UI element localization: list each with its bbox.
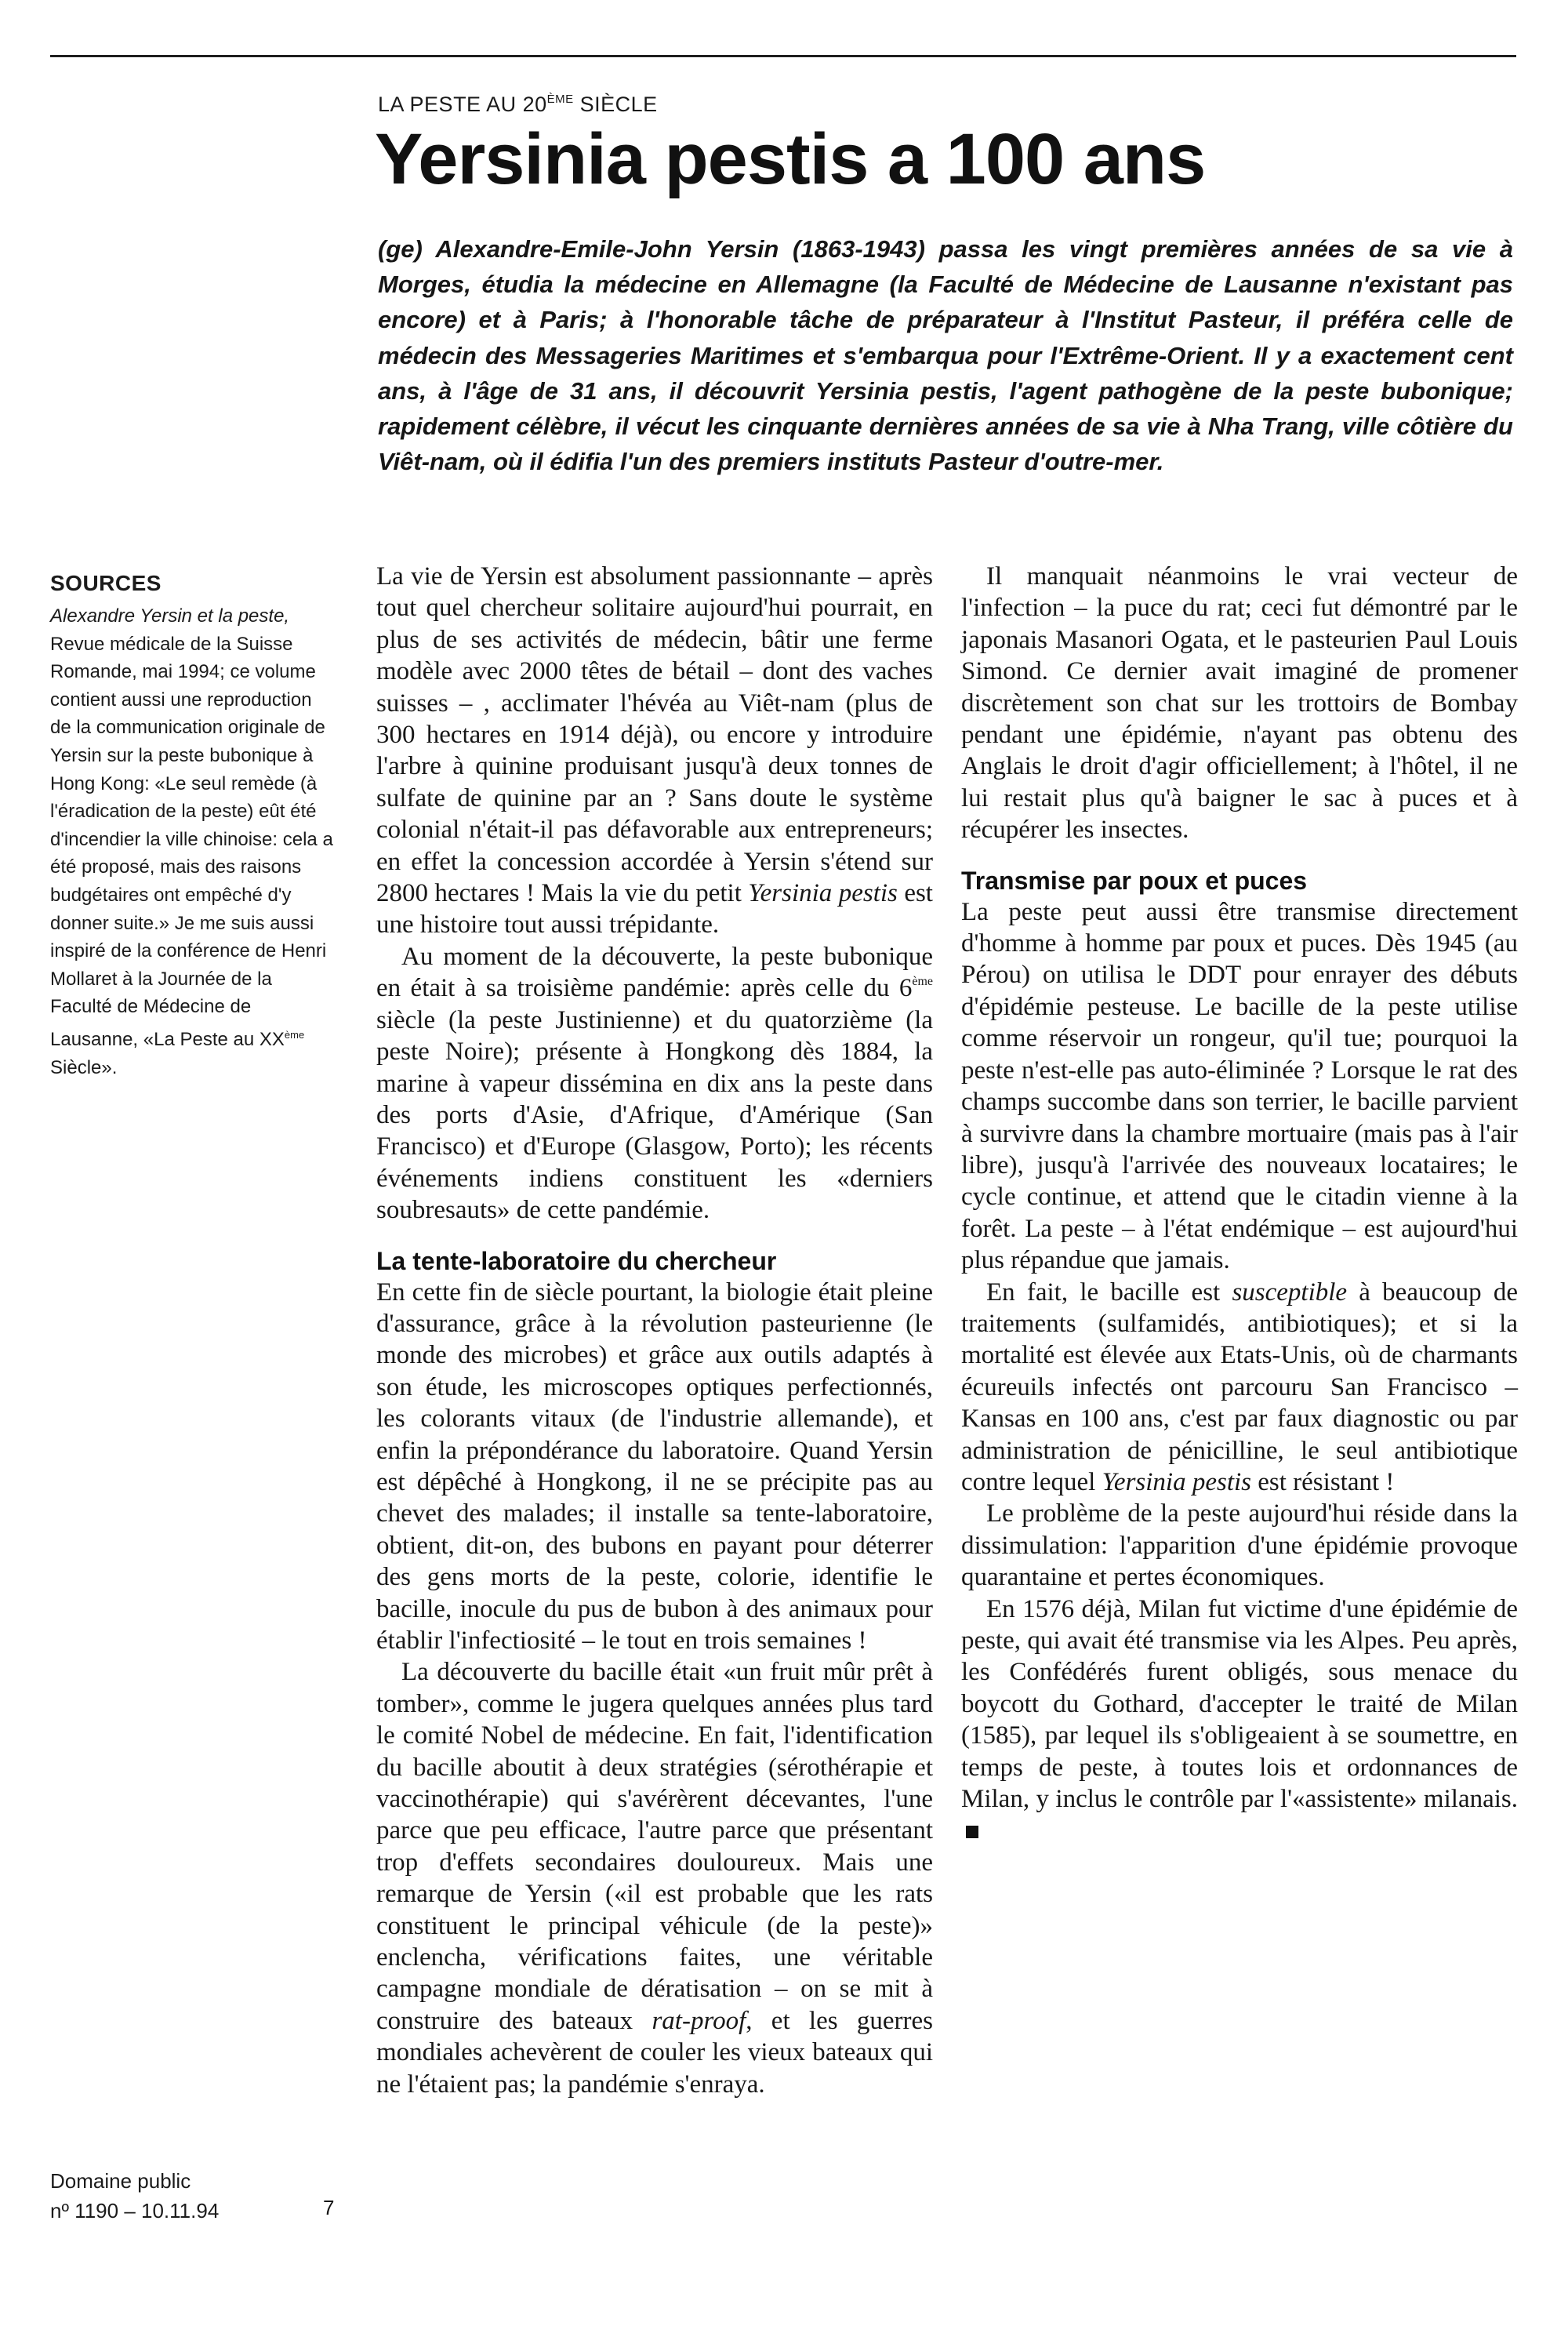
subheading-transmise: Transmise par poux et puces [961,866,1308,895]
paragraph: Au moment de la découverte, la peste bubonique en était à sa troisième pandémie: après celle du 6ème siècle (la peste Justinienne) et du quatorzième (la peste Noire); présente à Hongkong dès 1884, la marine à vapeur dissémina en dix ans la peste dans des ports d'Asie, d'Afrique, d'Amérique (San Francisco) et d'Europe (Glasgow, Porto); les récents événements indiens constituent les «derniers soubresauts» de cette pandémie. [376,942,933,1225]
paragraph: Il manquait néanmoins le vrai vecteur de l'infection – la puce du rat; ceci fut démontré par le japonais Masanori Ogata, et le pasteurien Paul Louis Simond. Ce dernier avait imaginé de promener discrètement son chat sur les trottoirs de Bombay pendant une épidémie, n'ayant pas obtenu des Anglais le droit d'agir officiellement; à l'hôtel, il ne lui restait plus qu'à baigner le sac à puces et à récupérer les insectes. [961,562,1518,845]
paragraph: En cette fin de siècle pourtant, la biologie était pleine d'assurance, grâce à la révolution pasteurienne (le monde des microbes) et grâce aux outils adaptés à son étude, les microscopes optiques perfectionnés, les colorants vitaux (de l'industrie allemande), et enfin la prépondérance du laboratoire. Quand Yersin est dépêché à Hongkong, il ne se précipite pas au chevet des malades; il installe sa tente-laboratoire, obtient, dit-on, des bubons en payant pour déterrer des gens morts de la peste, colorie, identifie le bacille, inocule du pus de bubon à des animaux pour établir l'infectiosité – le tout en trois semaines ! [376,1277,933,1655]
paragraph: La découverte du bacille était «un fruit mûr prêt à tomber», comme le jugera quelques années plus tard le comité Nobel de médecine. En fait, l'identification du bacille aboutit à deux stratégies (sérothérapie et vaccinothérapie) qui s'avérèrent décevantes, l'une parce que peu efficace, l'autre parce que présentant trop d'effets secondaires douloureux. Mais une remarque de Yersin («il est probable que les rats constituent le principal véhicule (de la peste)» enclencha, vérifications faites, une véritable campagne mondiale de dératisation – on se mit à construire des bateaux rat-proof, et les guerres mondiales achevèrent de couler les vieux bateaux qui ne l'étaient pas; la pandémie s'enraya. [376,1658,933,2099]
article-column-1 [376,561,933,2100]
end-mark [966,1826,978,1838]
paragraph: En fait, le bacille est susceptible à beaucoup de traitements (sulfamidés, antibiotiques); et si la mortalité est élevée aux Etats-Unis, où de charmants écureuils infectés ont parcouru San Francisco – Kansas en 100 ans, c'est par faux diagnostic ou par administration de pénicilline, le seul antibiotique contre lequel Yersinia pestis est résistant ! [961,1277,1518,1496]
source-title: Alexandre Yersin et la peste, [50,605,290,627]
sources-sidebar [50,571,334,1081]
paragraph: En 1576 déjà, Milan fut victime d'une épidémie de peste, qui avait été transmise via les Alpes. Peu après, les Confédérés furent obligés, sous menace du boycott du Gothard, d'accepter le traité de Milan (1585), par lequel ils s'obligeaient à se soumettre, en temps de peste, à toutes lois et ordonnances de Milan, y inclus le contrôle par l'«assistente» milanais. [961,1594,1518,1847]
sources-text: Alexandre Yersin et la peste, Revue médicale de la Suisse Romande, mai 1994; ce volume contient aussi une reproduction de la communication originale de Yersin sur la peste bubonique à Hong Kong: «Le seul remède (à l'éradication de la peste) eût été d'incendier la ville chinoise: cela a été proposé, mais des raisons budgétaires ont empêché d'y donner suite.» Je me suis aussi inspiré de la conférence de Henri Mollaret à la Journée de la Faculté de Médecine de Lausanne, «La Peste au XXème Siècle». [50,605,333,1078]
top-rule [50,55,1516,57]
sources-heading: SOURCES [50,571,162,595]
article-title: Yersinia pestis a 100 ans [375,119,1206,199]
article-lead: (ge) Alexandre-Emile-John Yersin (1863-1943) passa les vingt premières années de sa vie à Morges, étudia la médecine en Allemagne (la Faculté de Médecine de Lausanne n'existant pas encore) et à Paris; à l'honorable tâche de préparateur à l'Institut Pasteur, il préféra celle de médecin des Messageries Maritimes et s'embarqua pour l'Extrême-Orient. Il y a exactement cent ans, à l'âge de 31 ans, il découvrit Yersinia pestis, l'agent pathogène de la peste bubonique; rapidement célèbre, il vécut les cinquante dernières années de sa vie à Nha Trang, ville côtière du Viêt-nam, où il édifia l'un des premiers instituts Pasteur d'outre-mer. [378,235,1513,476]
publication-name: Domaine public [50,2169,191,2193]
paragraph: Le problème de la peste aujourd'hui réside dans la dissimulation: l'apparition d'une épidémie provoque quarantaine et pertes économiques. [961,1499,1518,1592]
paragraph: La peste peut aussi être transmise directement d'homme à homme par poux et puces. Dès 1945 (au Pérou) on utilisa le DDT pour enrayer des débuts d'épidémie pesteuse. Le bacille de la peste utilise comme réservoir un rongeur, qu'il tue; pourquoi la peste n'est-elle pas auto-éliminée ? Lorsque le rat des champs succombe dans son terrier, le bacille parvient à survivre dans la chambre mortuaire (mais pas à l'air libre), jusqu'à l'arrivée des nouveaux locataires; le cycle continue, et attend que le citadin vienne à la forêt. La peste – à l'état endémique – est aujourd'hui plus répandue que jamais. [961,897,1518,1275]
publication-footer [50,2166,348,2226]
paragraph: La vie de Yersin est absolument passionnante – après tout quel chercheur solitaire aujourd'hui pourrait, en plus de ses activités de médecin, bâtir une ferme modèle avec 2000 têtes de bétail – dont des vaches suisses – , acclimater l'hévéa au Viêt-nam (plus de 300 hectares en 1914 déjà), ou encore y introduire l'arbre à quinine produisant jusqu'à deux tonnes de sulfate de quinine par an ? Sans doute le système colonial n'était-il pas défavorable aux entrepreneurs; en effet la concession accordée à Yersin s'étend sur 2800 hectares ! Mais la vie du petit Yersinia pestis est une histoire tout aussi trépidante. [376,562,933,939]
section-kicker: LA PESTE AU 20ÈME SIÈCLE [378,93,658,116]
subheading-laboratoire: La tente-laboratoire du chercheur [376,1246,777,1275]
issue-number: nº 1190 – 10.11.94 [50,2199,220,2222]
page-number: 7 [323,2196,335,2219]
article-column-2 [961,561,1518,1847]
